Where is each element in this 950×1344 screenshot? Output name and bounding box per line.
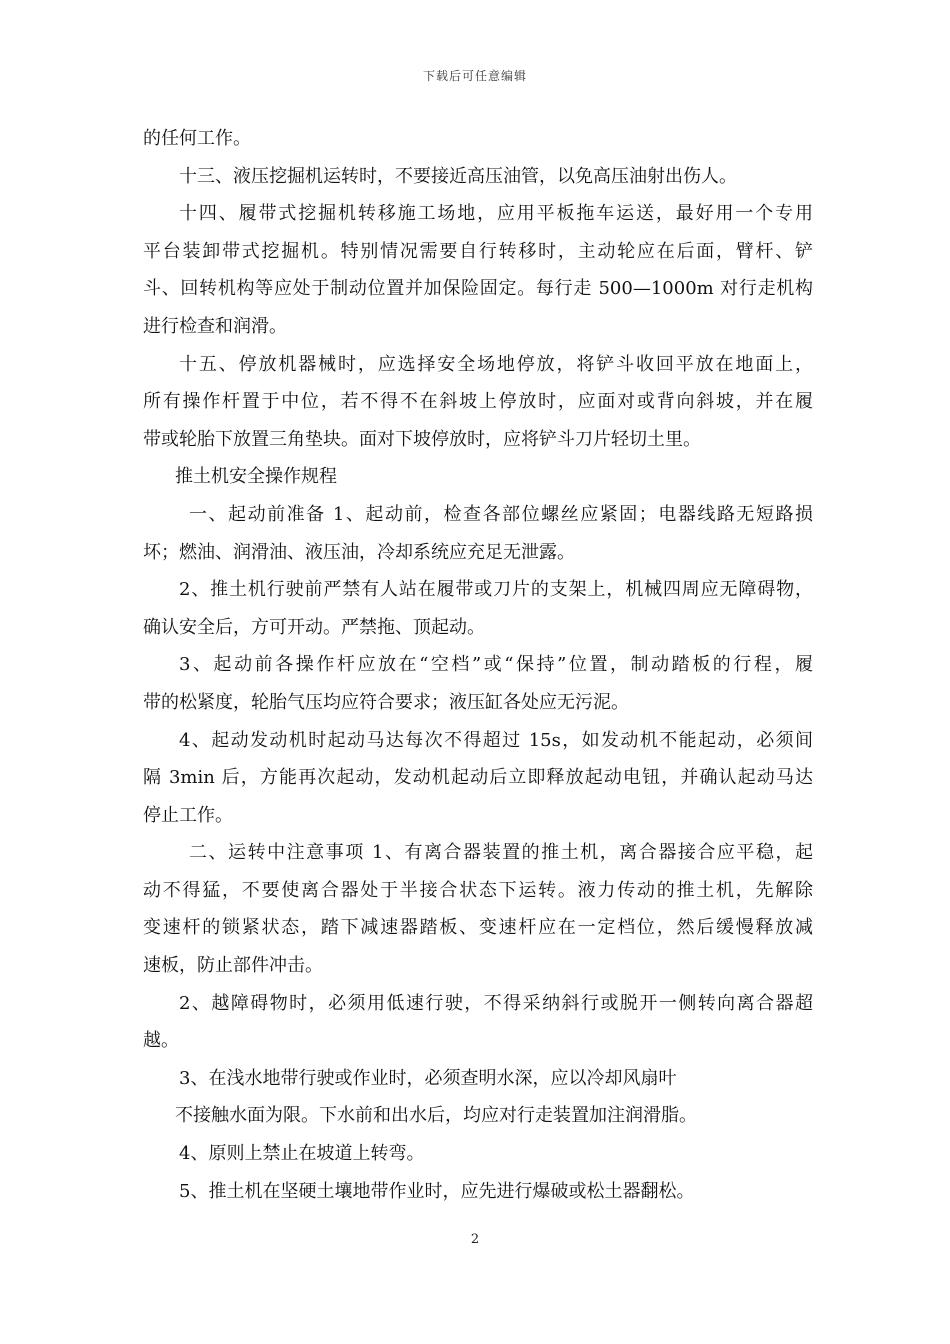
text-line: 斗、回转机构等应处于制动位置并加保险固定。每行走 500—1000m 对行走机构 (143, 278, 813, 300)
text-line: 5、推土机在坚硬土壤地带作业时，应先进行爆破或松土器翻松。 (179, 1180, 695, 1202)
text-line: 十五、停放机器械时，应选择安全场地停放，将铲斗收回平放在地面上， (179, 353, 813, 375)
text-line: 2、推土机行驶前严禁有人站在履带或刀片的支架上，机械四周应无障碍物， (179, 579, 813, 601)
text-line: 平台装卸带式挖掘机。特别情况需要自行转移时，主动轮应在后面，臂杆、铲 (143, 240, 813, 262)
text-line: 3、在浅水地带行驶或作业时，必须查明水深，应以冷却风扇叶 (179, 1067, 677, 1089)
text-line: 4、原则上禁止在坡道上转弯。 (179, 1143, 425, 1165)
section-heading: 推土机安全操作规程 (175, 466, 337, 488)
document-body (143, 120, 813, 1210)
text-line: 隔 3min 后，方能再次起动，发动机起动后立即释放起动电钮，并确认起动马达 (143, 767, 813, 789)
text-line: 所有操作杆置于中位，若不得不在斜坡上停放时，应面对或背向斜坡，并在履 (143, 391, 813, 413)
text-line: 确认安全后，方可开动。严禁拖、顶起动。 (143, 616, 485, 638)
page-number: 2 (470, 1232, 480, 1247)
text-line: 不接触水面为限。下水前和出水后，均应对行走装置加注润滑脂。 (175, 1105, 697, 1127)
text-line: 2、越障碍物时，必须用低速行驶，不得采纳斜行或脱开一侧转向离合器超 (179, 992, 813, 1014)
text-line: 越。 (143, 1030, 179, 1052)
text-line: 二、运转中注意事项 1、有离合器装置的推土机，离合器接合应平稳，起 (189, 842, 813, 864)
text-line: 的任何工作。 (143, 128, 251, 149)
text-line: 速板，防止部件冲击。 (143, 955, 323, 977)
text-line: 3、起动前各操作杆应放在“空档”或“保持”位置，制动踏板的行程，履 (179, 654, 813, 676)
text-line: 变速杆的锁紧状态，踏下减速器踏板、变速杆应在一定档位，然后缓慢释放减 (143, 917, 813, 939)
text-line: 带的松紧度，轮胎气压均应符合要求；液压缸各处应无污泥。 (143, 691, 629, 713)
text-line: 一、起动前准备 1、起动前，检查各部位螺丝应紧固；电器线路无短路损 (189, 503, 813, 525)
text-line: 十三、液压挖掘机运转时，不要接近高压油管，以免高压油射出伤人。 (179, 165, 737, 187)
text-line: 4、起动发动机时起动马达每次不得超过 15s，如发动机不能起动，必须间 (179, 729, 813, 751)
text-line: 进行检查和润滑。 (143, 315, 287, 337)
text-line: 十四、履带式挖掘机转移施工场地，应用平板拖车运送，最好用一个专用 (179, 203, 813, 225)
text-line: 坏；燃油、润滑油、液压油，冷却系统应充足无泄露。 (143, 541, 575, 563)
page-header: 下载后可任意编辑 (422, 69, 527, 83)
text-line: 带或轮胎下放置三角垫块。面对下坡停放时，应将铲斗刀片轻切土里。 (143, 428, 701, 450)
text-line: 动不得猛，不要使离合器处于半接合状态下运转。液力传动的推土机，先解除 (143, 879, 813, 901)
text-line: 停止工作。 (143, 804, 233, 826)
